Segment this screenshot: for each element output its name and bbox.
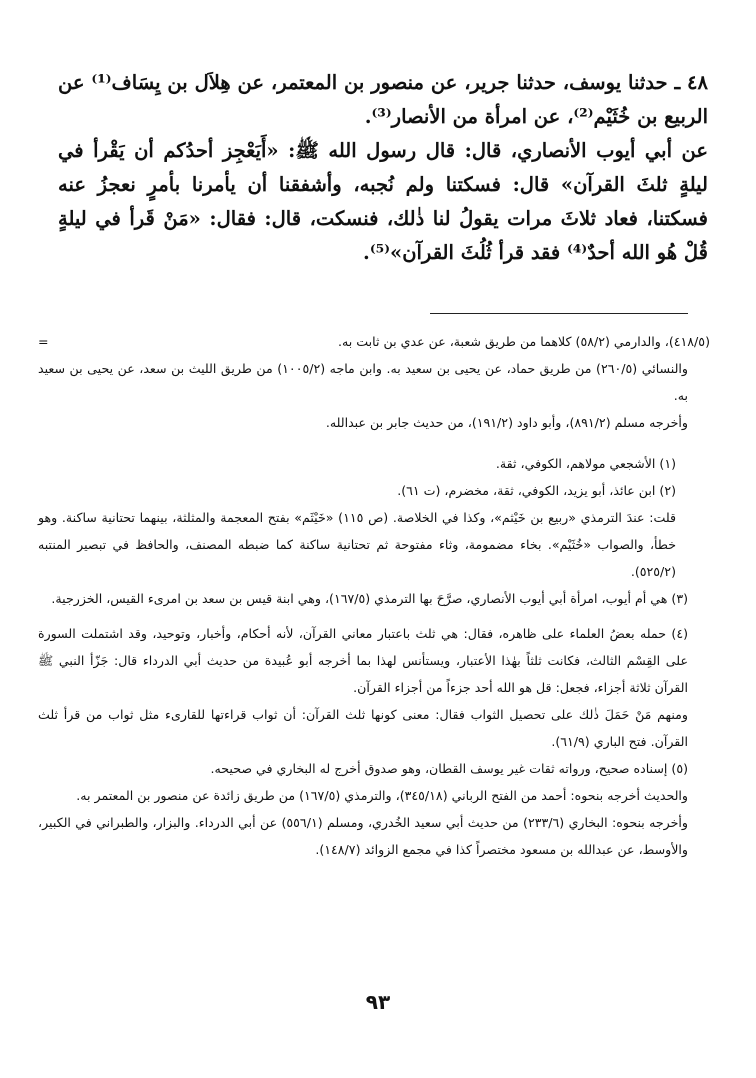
page-number: ٩٣ (365, 990, 391, 1014)
footnote-2-comment: قلت: عندَ الترمذي «ربيع بن خَيْثم»، وكذا في الخلاصة. (ص ١١٥) «خَيْثَم» بفتح المعجمة والمثلثة، بينهما تحتانية ساكنة. وهو خطأ، والصواب «خُثَيْم». بخاء مضمومة، وثاء مفتوحة ثم تحتانية ساكنة كما ضبطه المصنف، والحافظ في تبصير المنتبه (٥٢٥/٢). (38, 510, 677, 579)
footnote-5: (٥) إسناده صحيح، ورواته ثقات غير يوسف القطان، وهو صدوق أخرج له البخاري في صحيحه. (210, 761, 688, 776)
footnote-separator (430, 313, 688, 314)
footnote-continuation-text: (٤١٨/٥)، والدارمي (٥٨/٢) كلاهما من طريق شعبة، عن عدي بن ثابت به. (338, 334, 710, 349)
footnote-continuation-line: والنسائي (٢٦٠/٥) من طريق حماد، عن يحيى بن سعيد به. وابن ماجه (١٠٠٥/٢) من طريق الليث بن سعد، عن يحيى بن سعيد به. (38, 361, 688, 403)
footnote-5-more: والحديث أخرجه بنحوه: أحمد من الفتح الرباني (٣٤٥/١٨)، والترمذي (١٦٧/٥) من طريق زائدة عن منصور بن المعتمر به. (76, 788, 688, 803)
hadith-matn: عن أبي أيوب الأنصاري، قال: قال رسول الله ﷺ: «أَيَعْجِز أحدُكم أن يَقْرأ في ليلةٍ ثلثَ القرآن» قال: فسكتنا ولم نُجبه، وأشفقنا أن يأمرنا بأمرٍ نعجزُ عنه فسكتنا، فعاد ثلاثَ مرات يقولُ لنا ذٰلك، فنسكت، قال: فقال: «مَنْ قَرأ في ليلةٍ قُلْ هُو الله أحدٌ⁽⁴⁾ فقد قرأ ثُلُثَ القرآن»⁽⁵⁾. (58, 139, 708, 264)
footnote-1: (١) الأشجعي مولاهم، الكوفي، ثقة. (495, 456, 676, 471)
footnotes (38, 328, 710, 863)
footnote-3: (٣) هي أم أيوب، امرأة أبي أيوب الأنصاري، صرَّحَ بها الترمذي (١٦٧/٥)، وهي ابنة قيس بن سعد بن امرىء القيس، الخزرجية. (51, 591, 688, 606)
footnote-2: (٢) ابن عائذ، أبو يزيد، الكوفي، ثقة، مخضرم، (ت ٦١). (397, 483, 676, 498)
hadith-chain: ٤٨ ـ حدثنا يوسف، حدثنا جرير، عن منصور بن المعتمر، عن هِلاَل بن يِسَاف⁽¹⁾ عن الربيع بن خُثَيْم⁽²⁾، عن امرأة من الأنصار⁽³⁾. (58, 71, 708, 128)
footnote-4-more: ومنهم مَنْ حَمَلَ ذٰلك على تحصيل الثواب فقال: معنى كونها ثلث القرآن: أن ثواب قراءتها للقارىء مثل ثواب من قرأ ثلث القرآن. فتح الباري (٦١/٩). (38, 707, 688, 749)
footnote-continuation (38, 328, 710, 355)
footnote-5-more: وأخرجه بنحوه: البخاري (٢٣٣/٦) من حديث أبي سعيد الخُدري، ومسلم (٥٥٦/١) عن أبي الدرداء. والبزار، والطبراني في الكبير، والأوسط، عن عبدالله بن مسعود مختصراً كذا في مجمع الزوائد (١٤٨/٧). (38, 815, 688, 857)
hadith-text (58, 66, 708, 270)
continuation-marker: = (38, 334, 49, 349)
footnote-4: (٤) حمله بعضُ العلماء على ظاهره، فقال: هي ثلث باعتبار معاني القرآن، لأنه أحكام، وأخبار، وتوحيد، وقد اشتملت السورة على القِسْم الثالث، فكانت ثلثاً بهٰذا الأعتبار، ويستأنس لهذا بما أخرجه أبو عُبيدة من حديث أبي الدرداء قال: جَزّأ النبي ﷺ القرآن ثلاثة أجزاء، فجعل: قل هو الله أحد جزءاً من أجزاء القرآن. (38, 626, 688, 695)
footnote-continuation-line: وأخرجه مسلم (٨٩١/٢)، وأبو داود (١٩١/٢)، من حديث جابر بن عبدالله. (325, 415, 688, 430)
